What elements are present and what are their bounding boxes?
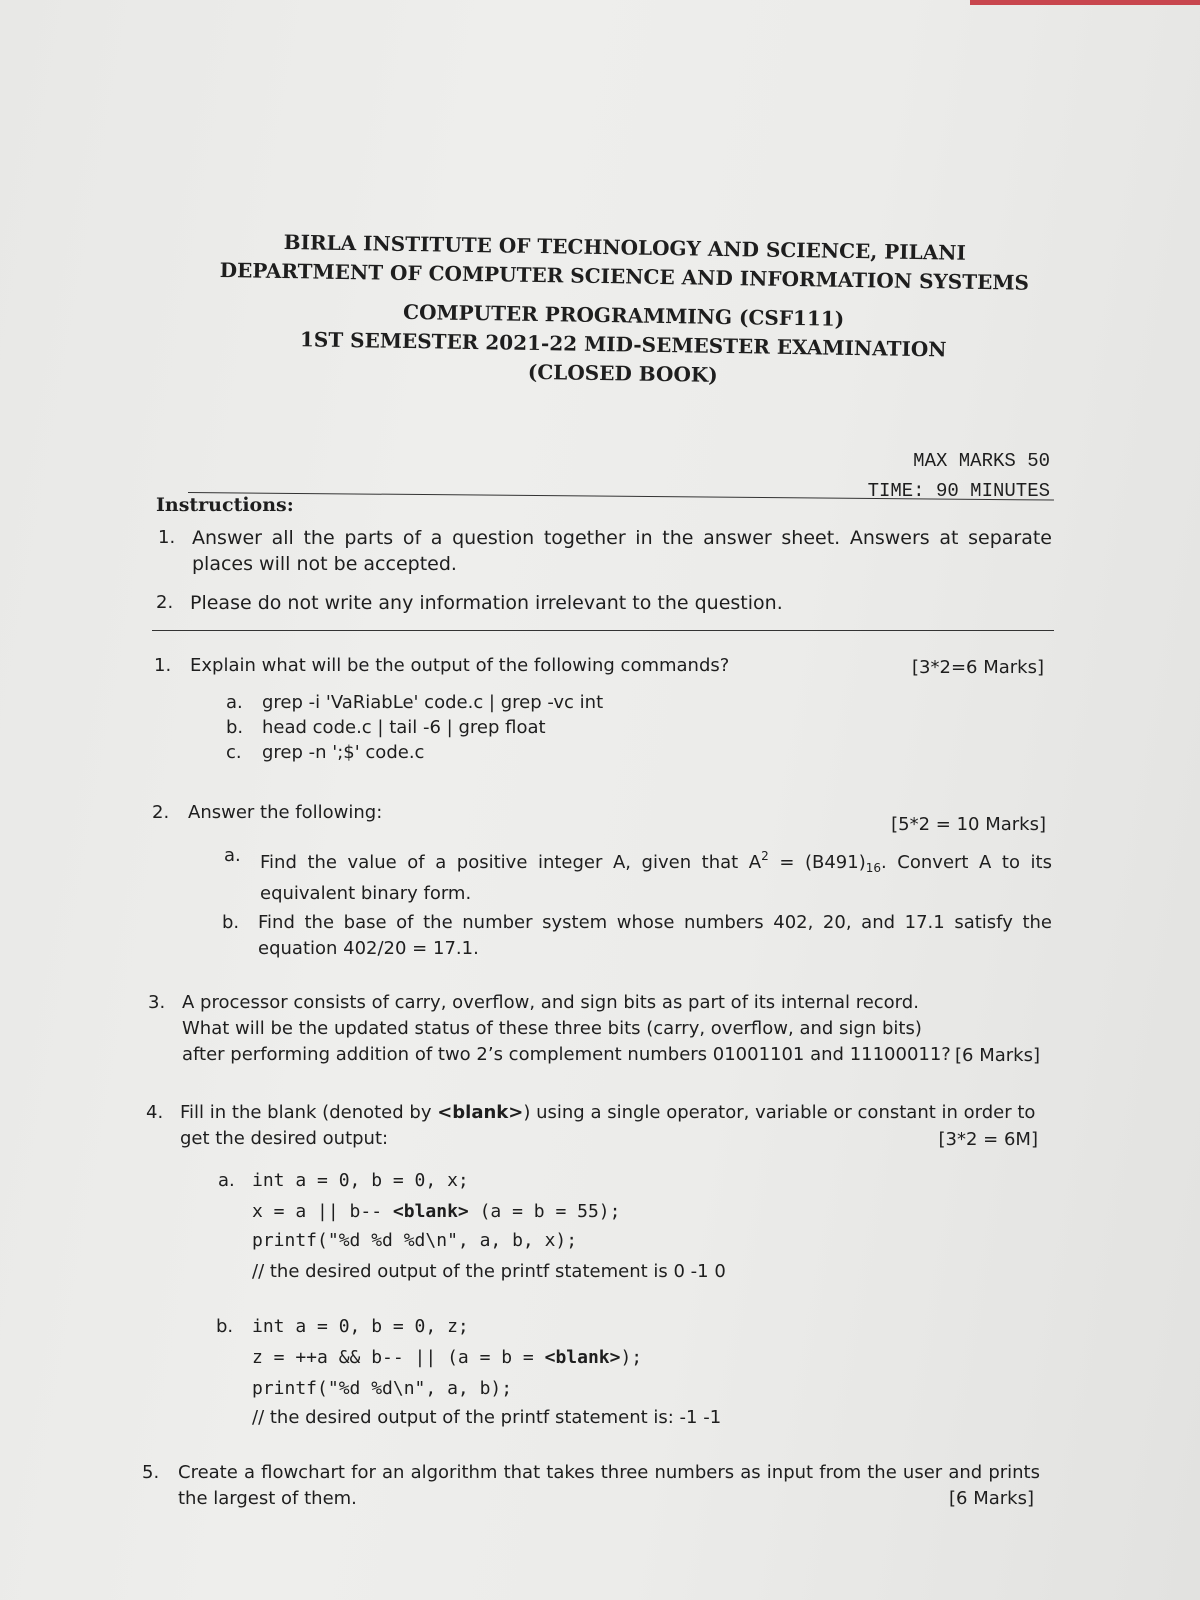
question-text: Fill in the blank (denoted by <blank>) using a single operator, variable or constant in order to get the desired output: bbox=[180, 1102, 1036, 1149]
question-marks: [6 Marks] bbox=[949, 1488, 1034, 1509]
exam-mode: (CLOSED BOOK) bbox=[527, 359, 718, 387]
code-line: printf("%d %d %d\n", a, b, x); bbox=[252, 1230, 578, 1251]
divider-bottom bbox=[152, 630, 1054, 631]
red-edge-mark bbox=[970, 0, 1200, 5]
instructions-title: Instructions: bbox=[156, 494, 294, 516]
max-marks: MAX MARKS 50 bbox=[913, 450, 1050, 472]
code-comment: // the desired output of the printf statement is 0 -1 0 bbox=[252, 1261, 726, 1282]
question-marks: [5*2 = 10 Marks] bbox=[891, 814, 1046, 835]
time-limit: TIME: 90 MINUTES bbox=[867, 480, 1050, 502]
department-name: DEPARTMENT OF COMPUTER SCIENCE AND INFORMATION SYSTEMS bbox=[219, 258, 1030, 295]
code-line: int a = 0, b = 0, x; bbox=[252, 1170, 469, 1191]
question-number: 5. bbox=[142, 1462, 160, 1483]
question-text: Create a flowchart for an algorithm that takes three numbers as input from the user and prints the largest of them. bbox=[178, 1462, 1040, 1509]
question-number: 4. bbox=[146, 1102, 164, 1123]
instruction-number: 1. bbox=[158, 527, 176, 548]
question-marks: [6 Marks] bbox=[955, 1045, 1040, 1066]
instruction-text: Answer all the parts of a question together in the answer sheet. Answers at separate places will not be accepted. bbox=[192, 527, 1052, 575]
course-title: COMPUTER PROGRAMMING (CSF111) bbox=[402, 299, 845, 331]
question-number: 1. bbox=[154, 655, 172, 676]
question-number: 2. bbox=[152, 802, 170, 823]
part-label: b. bbox=[216, 1316, 234, 1337]
part-label: b. bbox=[226, 717, 244, 738]
marks-time-block bbox=[868, 446, 1050, 506]
exam-header bbox=[0, 224, 1200, 399]
part-label: c. bbox=[226, 742, 242, 763]
part-label: a. bbox=[224, 845, 241, 866]
command-text: grep -i 'VaRiabLe' code.c | grep -vc int bbox=[262, 692, 604, 713]
part-label: a. bbox=[218, 1170, 235, 1191]
code-line: z = ++a && b-- || (a = b = <blank>); bbox=[252, 1347, 643, 1368]
code-line: int a = 0, b = 0, z; bbox=[252, 1316, 469, 1337]
code-line: x = a || b-- <blank> (a = b = 55); bbox=[252, 1201, 621, 1222]
question-text: Explain what will be the output of the following commands? bbox=[190, 655, 730, 676]
instruction-number: 2. bbox=[156, 592, 174, 613]
question-number: 3. bbox=[148, 992, 166, 1013]
question-marks: [3*2=6 Marks] bbox=[912, 657, 1044, 678]
command-text: head code.c | tail -6 | grep float bbox=[262, 717, 546, 738]
question-part-text: Find the base of the number system whose numbers 402, 20, and 17.1 satisfy the equation 402/20 = 17.1. bbox=[258, 912, 1052, 959]
part-label: a. bbox=[226, 692, 243, 713]
exam-title: 1ST SEMESTER 2021-22 MID-SEMESTER EXAMINATION bbox=[299, 327, 947, 362]
command-text: grep -n ';$' code.c bbox=[262, 742, 425, 763]
question-text: A processor consists of carry, overflow, and sign bits as part of its internal record. What will be the updated status of these three bits (carry, overflow, and sign bits) after performing addition of two 2’s complement numbers 01001101 and 11100011? bbox=[182, 992, 951, 1065]
instruction-text: Please do not write any information irrelevant to the question. bbox=[190, 592, 783, 614]
question-marks: [3*2 = 6M] bbox=[938, 1129, 1038, 1150]
code-line: printf("%d %d\n", a, b); bbox=[252, 1378, 513, 1399]
question-text: Answer the following: bbox=[188, 802, 383, 823]
question-part-text: Find the value of a positive integer A, given that $A^2 = (B491)_{16}$. Convert A to its equivalent binary form. bbox=[260, 849, 1052, 904]
institute-name: BIRLA INSTITUTE OF TECHNOLOGY AND SCIENCE, PILANI bbox=[283, 230, 967, 265]
code-comment: // the desired output of the printf statement is: -1 -1 bbox=[252, 1407, 722, 1428]
part-label: b. bbox=[222, 912, 240, 933]
